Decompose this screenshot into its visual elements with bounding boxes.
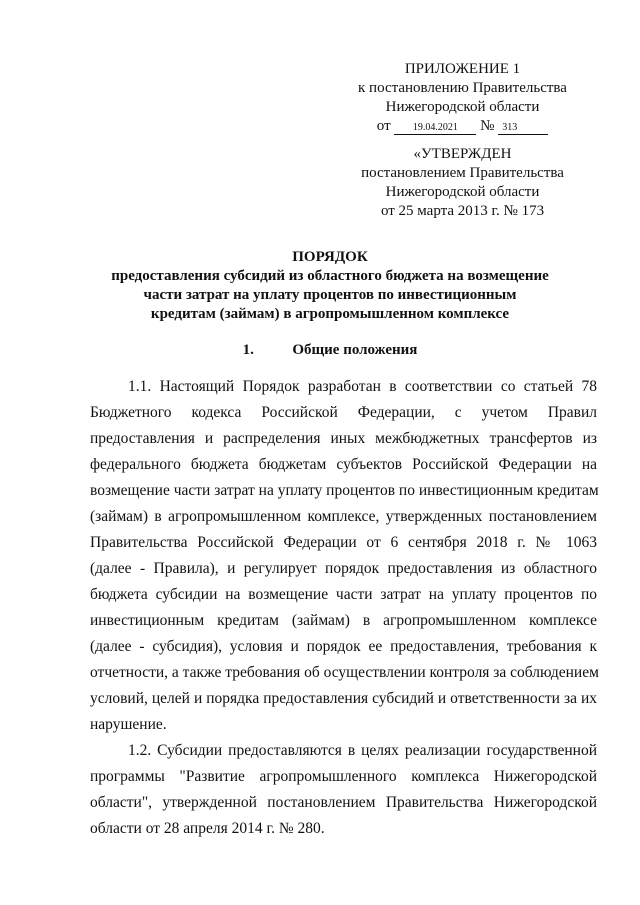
text-line: бюджета субсидии на возмещение части затрат на уплату процентов по <box>90 586 597 603</box>
text-line: предоставления и распределения иных межбюджетных трансфертов из <box>90 430 597 447</box>
appendix-date: 19.04.2021 <box>394 122 476 135</box>
text-line: 1.1. Настоящий Порядок разработан в соответствии со статьей 78 <box>128 378 597 395</box>
document-body <box>90 374 597 842</box>
text-line: Бюджетного кодекса Российской Федерации, с учетом Правил <box>90 404 597 421</box>
appendix-date-line <box>340 117 585 136</box>
paragraph-1-2 <box>90 738 597 842</box>
appendix-number: 313 <box>498 122 548 135</box>
appendix-line-1: к постановлению Правительства <box>358 80 567 96</box>
approval-line-2: постановлением Правительства <box>361 165 564 181</box>
appendix-number-label: № <box>480 118 495 134</box>
text-line: Правительства Российской Федерации от 6 сентября 2018 г. № 1063 <box>90 534 597 551</box>
paragraph-1-1 <box>90 374 597 738</box>
text-line: инвестиционным кредитам (займам) в агропромышленном комплексе <box>90 612 597 629</box>
text-line: нарушение. <box>90 716 167 733</box>
appendix-title: ПРИЛОЖЕНИЕ 1 <box>404 61 521 77</box>
approval-line-1: «УТВЕРЖДЕН <box>413 146 512 162</box>
text-line: области от 28 апреля 2014 г. № 280. <box>90 820 325 837</box>
appendix-header <box>340 60 585 136</box>
text-line: области", утвержденной постановлением Правительства Нижегородской <box>90 794 597 811</box>
text-line: федерального бюджета бюджетам субъектов Российской Федерации на <box>90 456 597 473</box>
text-line: 1.2. Субсидии предоставляются в целях реализации государственной <box>128 742 597 759</box>
text-line: программы "Развитие агропромышленного комплекса Нижегородской <box>90 768 597 785</box>
title-line-4: кредитам (займам) в агропромышленном комплексе <box>150 306 510 322</box>
appendix-from-label: от <box>376 118 391 134</box>
text-line: отчетности, а также требования об осуществлении контроля за соблюдением <box>90 664 599 681</box>
title-line-3: части затрат на уплату процентов по инвестиционным <box>143 287 517 303</box>
appendix-line-2: Нижегородской области <box>385 99 540 115</box>
title-line-2: предоставления субсидий из областного бюджета на возмещение <box>111 268 549 284</box>
document-title <box>60 248 600 324</box>
title-line-1: ПОРЯДОК <box>292 249 368 265</box>
section-number: 1. <box>242 342 254 358</box>
text-line: (далее - субсидия), условия и порядок ее предоставления, требования к <box>90 638 597 655</box>
approval-line-3: Нижегородской области <box>385 184 540 200</box>
approval-line-4: от 25 марта 2013 г. № 173 <box>380 203 545 219</box>
section-heading <box>60 341 600 360</box>
section-title: Общие положения <box>292 342 418 358</box>
text-line: (далее - Правила), и регулирует порядок предоставления из областного <box>90 560 597 577</box>
text-line: возмещение части затрат на уплату процентов по инвестиционным кредитам <box>90 482 599 499</box>
text-line: условий, целей и порядка предоставления субсидий и ответственности за их <box>90 690 597 707</box>
text-line: (займам) в агропромышленном комплексе, утвержденных постановлением <box>90 508 597 525</box>
approval-block <box>340 145 585 221</box>
